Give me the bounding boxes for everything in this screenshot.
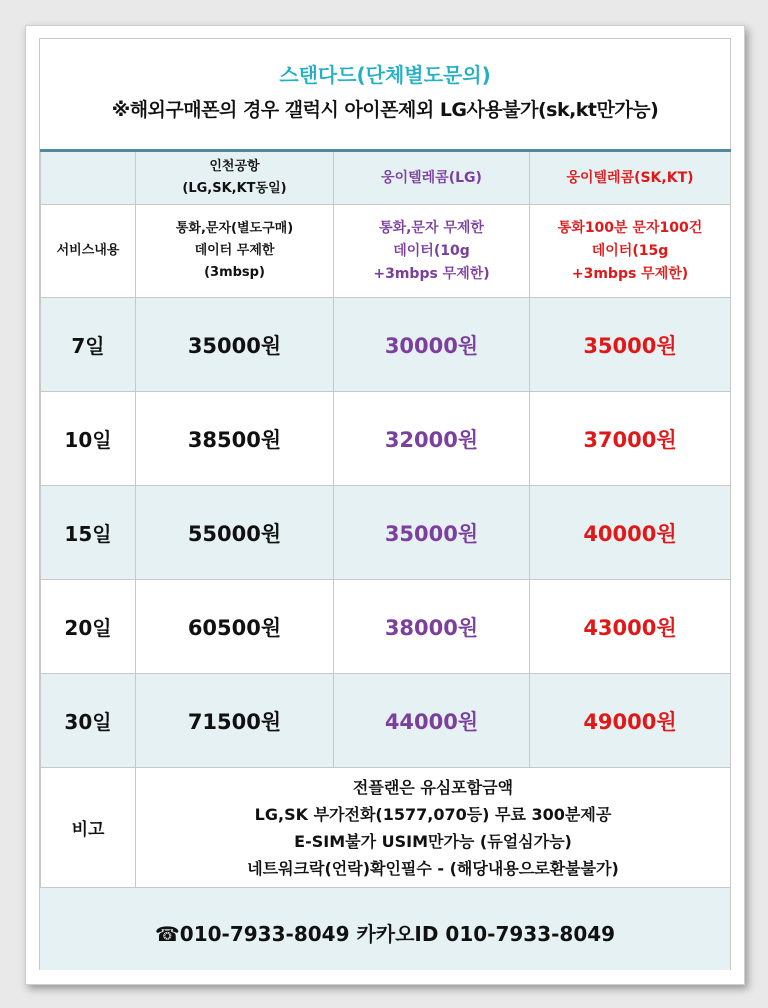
title-area [40,39,730,149]
price-skkt: 37000원 [530,392,731,486]
row-day: 30일 [41,674,136,768]
row-day: 20일 [41,580,136,674]
table-row [41,392,731,486]
header-skkt: 웅이텔레콤(SK,KT) [530,151,731,205]
header-empty-cell [41,151,136,205]
price-skkt: 49000원 [530,674,731,768]
row-day: 7일 [41,298,136,392]
contact-info: ☎010-7933-8049 카카오ID 010-7933-8049 [154,922,616,946]
service-row [41,205,731,298]
notes-row [41,768,731,888]
price-lg: 32000원 [334,392,530,486]
price-incheon: 35000원 [136,298,334,392]
price-lg: 35000원 [334,486,530,580]
price-incheon: 55000원 [136,486,334,580]
note-line: E-SIM불가 USIM만가능 (듀얼심가능) [294,831,572,851]
note-line: LG,SK 부가전화(1577,070등) 무료 300분제공 [254,804,612,824]
contact-footer [40,887,730,970]
price-lg: 38000원 [334,580,530,674]
notes-content [136,768,731,888]
price-skkt: 40000원 [530,486,731,580]
note-line: 전플랜은 유심포함금액 [352,777,514,797]
price-skkt: 43000원 [530,580,731,674]
price-lg: 44000원 [334,674,530,768]
page-title: 스탠다드(단체별도문의) [279,63,491,87]
price-sheet [39,38,731,970]
note-line: 네트워크락(언락)확인필수 - (해당내용으로환불불가) [247,858,619,878]
row-day: 10일 [41,392,136,486]
service-incheon: 통화,문자(별도구매) 데이터 무제한 (3mbsp) [136,205,334,298]
header-incheon: 인천공항 (LG,SK,KT동일) [136,151,334,205]
price-incheon: 71500원 [136,674,334,768]
price-incheon: 38500원 [136,392,334,486]
notes-label: 비고 [41,768,136,888]
page-subtitle: ※해외구매폰의 경우 갤럭시 아이폰제외 LG사용불가(sk,kt만가능) [111,99,659,121]
table-row [41,674,731,768]
service-label: 서비스내용 [41,205,136,298]
table-row [41,580,731,674]
price-table [40,149,731,888]
price-skkt: 35000원 [530,298,731,392]
service-skkt: 통화100분 문자100건 데이터(15g +3mbps 무제한) [530,205,731,298]
price-incheon: 60500원 [136,580,334,674]
row-day: 15일 [41,486,136,580]
price-lg: 30000원 [334,298,530,392]
table-row [41,486,731,580]
header-lg: 웅이텔레콤(LG) [334,151,530,205]
table-header-row [41,151,731,205]
table-row [41,298,731,392]
service-lg: 통화,문자 무제한 데이터(10g +3mbps 무제한) [334,205,530,298]
